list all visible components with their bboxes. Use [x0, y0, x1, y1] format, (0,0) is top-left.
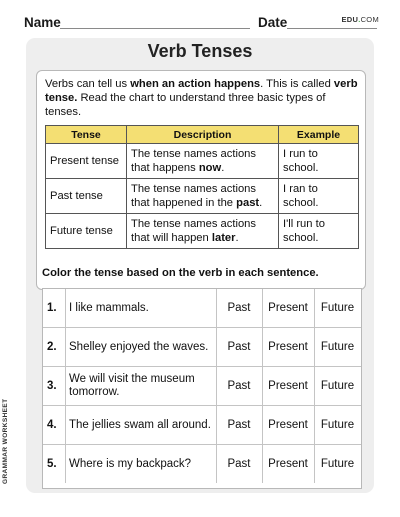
- tense-cell: Present tense: [46, 144, 127, 179]
- question-row: [43, 367, 361, 406]
- question-text: I like mammals.: [69, 301, 149, 314]
- option-past[interactable]: Past: [227, 380, 251, 392]
- name-label: Name: [24, 15, 61, 30]
- description-cell: The tense names actions that will happen later.: [127, 214, 279, 249]
- chart-row-past: [46, 179, 359, 214]
- question-text: Shelley enjoyed the waves.: [69, 340, 209, 353]
- question-text: We will visit the museum tomorrow.: [69, 373, 195, 398]
- question-number: 5.: [47, 458, 57, 470]
- chart-panel: [36, 70, 366, 290]
- page-title: Verb Tenses: [147, 41, 253, 61]
- option-present[interactable]: Present: [268, 419, 308, 431]
- chart-header-row: [46, 126, 359, 144]
- option-future[interactable]: Future: [320, 302, 355, 314]
- option-present[interactable]: Present: [268, 302, 308, 314]
- option-future[interactable]: Future: [320, 341, 355, 353]
- question-text: Where is my backpack?: [69, 457, 192, 470]
- header-description: Description: [127, 126, 279, 144]
- question-number: 3.: [47, 380, 57, 392]
- option-present[interactable]: Present: [268, 341, 308, 353]
- example-cell: I ran to school.: [279, 179, 359, 214]
- brand-logo: EDU.COM: [341, 15, 379, 24]
- option-present[interactable]: Present: [268, 458, 308, 470]
- option-past[interactable]: Past: [227, 341, 251, 353]
- option-past[interactable]: Past: [227, 302, 251, 314]
- question-table: [42, 288, 362, 489]
- description-cell: The tense names actions that happens now.: [127, 144, 279, 179]
- date-label: Date: [258, 15, 288, 30]
- question-number: 2.: [47, 341, 57, 353]
- chart-row-future: [46, 214, 359, 249]
- question-number: 1.: [47, 302, 57, 314]
- description-cell: The tense names actions that happened in the past.: [127, 179, 279, 214]
- worksheet-card: [26, 38, 374, 493]
- side-category-label: GRAMMAR WORKSHEET: [2, 398, 9, 484]
- intro-text: Verbs can tell us when an action happens. This is called verb tense. Read the chart to understand three basic types of tenses.: [45, 78, 358, 118]
- name-field[interactable]: [60, 28, 250, 29]
- option-future[interactable]: Future: [320, 458, 355, 470]
- question-row: [43, 328, 361, 367]
- question-row: [43, 445, 361, 483]
- option-present[interactable]: Present: [268, 380, 308, 392]
- tense-cell: Past tense: [46, 179, 127, 214]
- option-past[interactable]: Past: [227, 419, 251, 431]
- question-row: [43, 289, 361, 328]
- instruction-text: Color the tense based on the verb in each sentence.: [42, 267, 319, 279]
- chart-row-present: [46, 144, 359, 179]
- tense-chart: [45, 125, 359, 249]
- tense-cell: Future tense: [46, 214, 127, 249]
- question-row: [43, 406, 361, 445]
- question-number: 4.: [47, 419, 57, 431]
- question-text: The jellies swam all around.: [69, 418, 211, 431]
- option-future[interactable]: Future: [320, 419, 355, 431]
- example-cell: I run to school.: [279, 144, 359, 179]
- header-example: Example: [279, 126, 359, 144]
- date-field[interactable]: [287, 28, 377, 29]
- option-past[interactable]: Past: [227, 458, 251, 470]
- example-cell: I'll run to school.: [279, 214, 359, 249]
- header-tense: Tense: [46, 126, 127, 144]
- option-future[interactable]: Future: [320, 380, 355, 392]
- name-date-line: [0, 12, 400, 32]
